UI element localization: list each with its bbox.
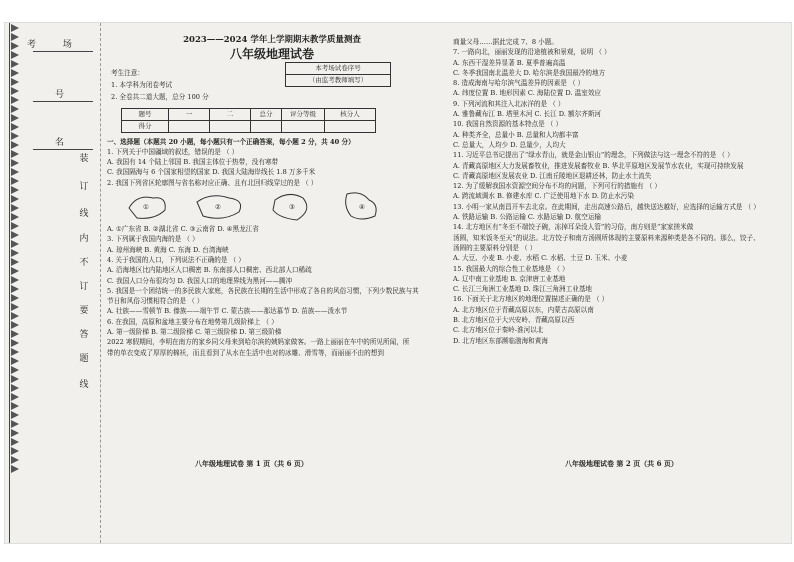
q-line: A. ①广东省 B. ②湖北省 C. ③云南省 D. ④黑龙江省 bbox=[107, 225, 259, 234]
binding-triangle bbox=[11, 69, 19, 77]
binding-triangle bbox=[11, 42, 19, 50]
page2-column bbox=[453, 37, 783, 346]
binding-triangle bbox=[11, 303, 19, 311]
binding-triangle bbox=[11, 330, 19, 338]
score-head-0: 题号 bbox=[122, 108, 169, 120]
seat-number-box bbox=[285, 62, 391, 87]
q-line: A. 东西干湿差异显著 B. 夏季普遍高温 bbox=[453, 58, 566, 67]
binding-field-exam-room: 考 场 bbox=[27, 40, 84, 50]
binding-triangle bbox=[11, 258, 19, 266]
binding-triangle bbox=[11, 402, 19, 410]
score-table bbox=[121, 108, 376, 133]
q-line: 7. 一路向北，丽丽发现的沿途植被和景观，说明 （ ） bbox=[453, 48, 611, 57]
score-cell-1 bbox=[169, 120, 210, 132]
notice-label: 考生注意： bbox=[111, 68, 144, 77]
binding-vertical-8: 答 bbox=[79, 330, 89, 340]
q-line: 汤圆的主要原料分别是 （ ） bbox=[453, 243, 537, 252]
binding-triangle bbox=[11, 60, 19, 68]
seatbox-note: （由监考教师填写） bbox=[286, 74, 391, 86]
q-line: A. 大豆、小麦 B. 小麦、水稻 C. 水稻、土豆 D. 玉米、小麦 bbox=[453, 254, 628, 263]
q-line: A. 纬度位置 B. 地形因素 C. 海陆位置 D. 温室效应 bbox=[453, 89, 602, 98]
score-cell-3 bbox=[251, 120, 282, 132]
q-line: 6. 在我国，高原和盆地主要分布在地势第几级阶梯上 （ ） bbox=[107, 317, 278, 326]
binding-triangle bbox=[11, 168, 19, 176]
binding-field-name: 名 bbox=[55, 138, 77, 148]
province-outline-figure bbox=[107, 188, 437, 224]
note-2: 2. 全卷共二道大题，总分 100 分 bbox=[111, 92, 209, 101]
binding-triangle bbox=[11, 123, 19, 131]
binding-triangle bbox=[11, 285, 19, 293]
binding-vertical-9: 题 bbox=[79, 354, 89, 364]
binding-vertical-1: 装 bbox=[79, 154, 89, 164]
binding-vertical-10: 线 bbox=[79, 380, 89, 390]
q-line: A. 北方地区位于青藏高原以东，内蒙古高原以南 bbox=[453, 305, 594, 314]
binding-triangle bbox=[11, 312, 19, 320]
q-line: A. 雅鲁藏布江 B. 塔里木河 C. 长江 D. 额尔齐斯河 bbox=[453, 110, 602, 119]
page1-footer: 八年级地理试卷 第 1 页（共 6 页） bbox=[195, 459, 308, 468]
q-line: 4. 关于我国的人口，下列说法不正确的是 （ ） bbox=[107, 255, 245, 264]
q-line: 2. 我国下列省区轮廓图与省名称对应正确、且有北回归线穿过的是 （ ） bbox=[107, 178, 318, 187]
binding-triangle bbox=[11, 24, 19, 32]
binding-triangle bbox=[11, 348, 19, 356]
binding-triangle bbox=[11, 78, 19, 86]
map-label-1: ① bbox=[143, 203, 149, 212]
q-line: A. 铁路运输 B. 公路运输 C. 水路运输 D. 航空运输 bbox=[453, 213, 602, 222]
q-line: D. 北方地区东部濒临渤海和黄海 bbox=[453, 336, 548, 345]
page2-footer: 八年级地理试卷 第 2 页（共 6 页） bbox=[565, 459, 678, 468]
binding-strip bbox=[5, 23, 101, 543]
q-line: C. 长江三角洲工业基地 D. 珠江三角洲工业基地 bbox=[453, 285, 593, 294]
exam-title: 八年级地理试卷 bbox=[229, 47, 314, 62]
score-cell-5 bbox=[325, 120, 376, 132]
q-line: 1. 下列关于中国疆域的叙述，错误的是 （ ） bbox=[107, 147, 239, 156]
binding-triangle bbox=[11, 222, 19, 230]
binding-triangle bbox=[11, 231, 19, 239]
binding-triangle bbox=[11, 420, 19, 428]
binding-vertical-4: 内 bbox=[79, 234, 89, 244]
name-line bbox=[33, 149, 93, 150]
map-label-4: ④ bbox=[359, 203, 365, 212]
page1-column bbox=[107, 35, 437, 358]
binding-triangle bbox=[11, 384, 19, 392]
binding-triangle bbox=[11, 249, 19, 257]
q-line: 汤圆，知米饭冬至天”的说法。北方饺子和南方汤圆所体现的主要原料来源种类是各不同的。那么，饺子、 bbox=[453, 233, 760, 242]
binding-triangle bbox=[11, 213, 19, 221]
q-line: C. 我国隔海与 6 个国家相望的国家 D. 我国大陆海岸线长 1.8 万多千米 bbox=[107, 168, 316, 177]
score-head-5: 核分人 bbox=[325, 108, 376, 120]
binding-triangle bbox=[11, 141, 19, 149]
binding-triangle bbox=[11, 96, 19, 104]
q-line: 9. 下列河流和其注入北冰洋的是 （ ） bbox=[453, 99, 565, 108]
score-head-1: 一 bbox=[169, 108, 210, 120]
binding-triangle bbox=[11, 411, 19, 419]
q-line: 15. 我国最大的综合性工业基地是 （ ） bbox=[453, 264, 569, 273]
q-line: 节日和风俗习惯相符合的是 （ ） bbox=[107, 297, 204, 306]
q-line: C. 总量大，人均少 D. 总量少，人均大 bbox=[453, 140, 566, 149]
binding-triangle bbox=[11, 456, 19, 464]
map-label-2: ② bbox=[215, 203, 221, 212]
binding-triangle bbox=[11, 240, 19, 248]
binding-vertical-6: 订 bbox=[79, 282, 89, 292]
exam-sheet bbox=[4, 22, 792, 544]
q-line: 10. 我国自然资源的基本特点是 （ ） bbox=[453, 120, 563, 129]
q-line: 11. 习近平总书记提出了“绿水青山，就是金山银山”的理念，下列做法与这一理念不符的是 （ ） bbox=[453, 151, 734, 160]
q-line: C. 冬季我国南北温差大 D. 哈尔滨是我国最冷的地方 bbox=[453, 68, 606, 77]
q-line: A. 辽中南工业基地 B. 京津唐工业基地 bbox=[453, 274, 566, 283]
binding-triangle bbox=[11, 87, 19, 95]
binding-triangle bbox=[11, 267, 19, 275]
binding-triangle bbox=[11, 186, 19, 194]
binding-triangle bbox=[11, 465, 19, 473]
score-cell-0: 得分 bbox=[122, 120, 169, 132]
seatbox-label: 本考场试卷序号 bbox=[286, 62, 391, 74]
binding-triangle bbox=[11, 114, 19, 122]
binding-triangle bbox=[11, 276, 19, 284]
binding-triangle bbox=[11, 195, 19, 203]
q-line: 商量父母……据此完成 7、8 小题。 bbox=[453, 38, 558, 46]
q-line: 3. 下列属于我国内海的是 （ ） bbox=[107, 235, 199, 244]
q-line: 2022 寒假期间，李明在南方的家乡同父母来到哈尔滨的姨妈家做客。一路上丽丽在车中的所见所闻，所 bbox=[107, 338, 410, 347]
score-head-2: 二 bbox=[210, 108, 251, 120]
exam-room-line bbox=[33, 51, 93, 52]
binding-triangle bbox=[11, 105, 19, 113]
score-cell-2 bbox=[210, 120, 251, 132]
section1-heading: 一、选择题（本题共 20 小题，每小题只有一个正确答案，每小题 2 分，共 40 分） bbox=[107, 137, 355, 146]
q-line: A. 沿海地区比内陆地区人口稠密 B. 东南部人口稠密、西北部人口稀疏 bbox=[107, 266, 312, 275]
binding-triangle bbox=[11, 438, 19, 446]
q-line: C. 我国人口分布很均匀 D. 我国人口的地理界线为黑河——腾冲 bbox=[107, 276, 293, 285]
binding-triangle bbox=[11, 321, 19, 329]
binding-triangle bbox=[11, 33, 19, 41]
note-1: 1. 本学科为闭卷考试 bbox=[111, 80, 173, 89]
q-line: 14. 北方地区有“冬至不端饺子碗，冻掉耳朵没人管”的习俗，南方则是“家家搓米做 bbox=[453, 223, 694, 232]
exam-header: 2023——2024 学年上学期期末教学质量测查 bbox=[183, 35, 361, 45]
score-head-3: 总分 bbox=[251, 108, 282, 120]
q-line: 12. 为了缓解我国水资源空间分布不均的问题，下列可行的措施有 （ ） bbox=[453, 182, 661, 191]
q-line: A. 青藏高原地区大力发展畜牧业，推进发展畜牧业 B. 华北平原地区发展节水农业，实现可持续发展 bbox=[453, 161, 744, 170]
binding-triangle bbox=[11, 51, 19, 59]
binding-triangle bbox=[11, 357, 19, 365]
binding-triangle bbox=[11, 177, 19, 185]
binding-triangle bbox=[11, 447, 19, 455]
binding-triangle bbox=[11, 375, 19, 383]
q-line: 5. 我国是一个团结统一的多民族大家庭，各民族在长期的生活中形成了各自的风俗习惯，下列少数民族与其 bbox=[107, 286, 419, 295]
q-line: A. 跨流域调水 B. 修建水库 C. 广泛使用地下水 D. 防止水污染 bbox=[453, 192, 634, 201]
binding-triangle bbox=[11, 294, 19, 302]
binding-triangle bbox=[11, 393, 19, 401]
cut-triangles bbox=[9, 23, 25, 543]
binding-triangle bbox=[11, 366, 19, 374]
binding-triangle bbox=[11, 150, 19, 158]
binding-triangle bbox=[11, 159, 19, 167]
q-line: 13. 小明一家从南昌开车去北京。在此期间，走出高速公路后，越快送达越好，应选择的运输方式是 （ ） bbox=[453, 202, 760, 211]
q-line: C. 青藏高原地区发展农业 D. 江南丘陵地区退耕还林，防止水土流失 bbox=[453, 171, 652, 180]
binding-vertical-7: 要 bbox=[79, 306, 89, 316]
number-line bbox=[33, 101, 93, 102]
score-head-4: 评分等级 bbox=[282, 108, 325, 120]
q-line: A. 琼州海峡 B. 黄海 C. 东海 D. 台湾海峡 bbox=[107, 245, 229, 254]
binding-vertical-3: 线 bbox=[79, 209, 89, 219]
map-label-3: ③ bbox=[289, 203, 295, 212]
binding-field-number: 号 bbox=[55, 90, 77, 100]
q-line: A. 壮族——雪顿节 B. 傣族——端午节 C. 蒙古族——那达慕节 D. 苗族——泼水节 bbox=[107, 307, 348, 316]
q-line: A. 我国有 14 个陆上邻国 B. 我国主体位于热带，没有寒带 bbox=[107, 158, 279, 167]
q-line: A. 第一级阶梯 B. 第二级阶梯 C. 第三级阶梯 D. 第三级阶梯 bbox=[107, 328, 282, 337]
binding-triangle bbox=[11, 204, 19, 212]
q-line: A. 种类齐全，总量小 B. 总量和人均都丰富 bbox=[453, 130, 579, 139]
binding-triangle bbox=[11, 132, 19, 140]
binding-triangle bbox=[11, 339, 19, 347]
notice-block bbox=[107, 62, 437, 106]
q-line: C. 北方地区位于秦岭-淮河以北 bbox=[453, 326, 544, 335]
q-line: 8. 造成海南与哈尔滨气温差异的因素是 （ ） bbox=[453, 79, 585, 88]
q-line: B. 北方地区位于大兴安岭、青藏高原以西 bbox=[453, 316, 575, 325]
q-line: 带的单衣变成了厚厚的棉袄，而且看到了从水在生活中也对的冰雕、滑雪等，而丽丽不由的想到 bbox=[107, 348, 384, 357]
binding-vertical-2: 订 bbox=[79, 182, 89, 192]
q-line: 16. 下面关于北方地区的地理位置描述正确的是 （ ） bbox=[453, 295, 609, 304]
score-cell-4 bbox=[282, 120, 325, 132]
binding-vertical-5: 不 bbox=[79, 258, 89, 268]
binding-triangle bbox=[11, 429, 19, 437]
